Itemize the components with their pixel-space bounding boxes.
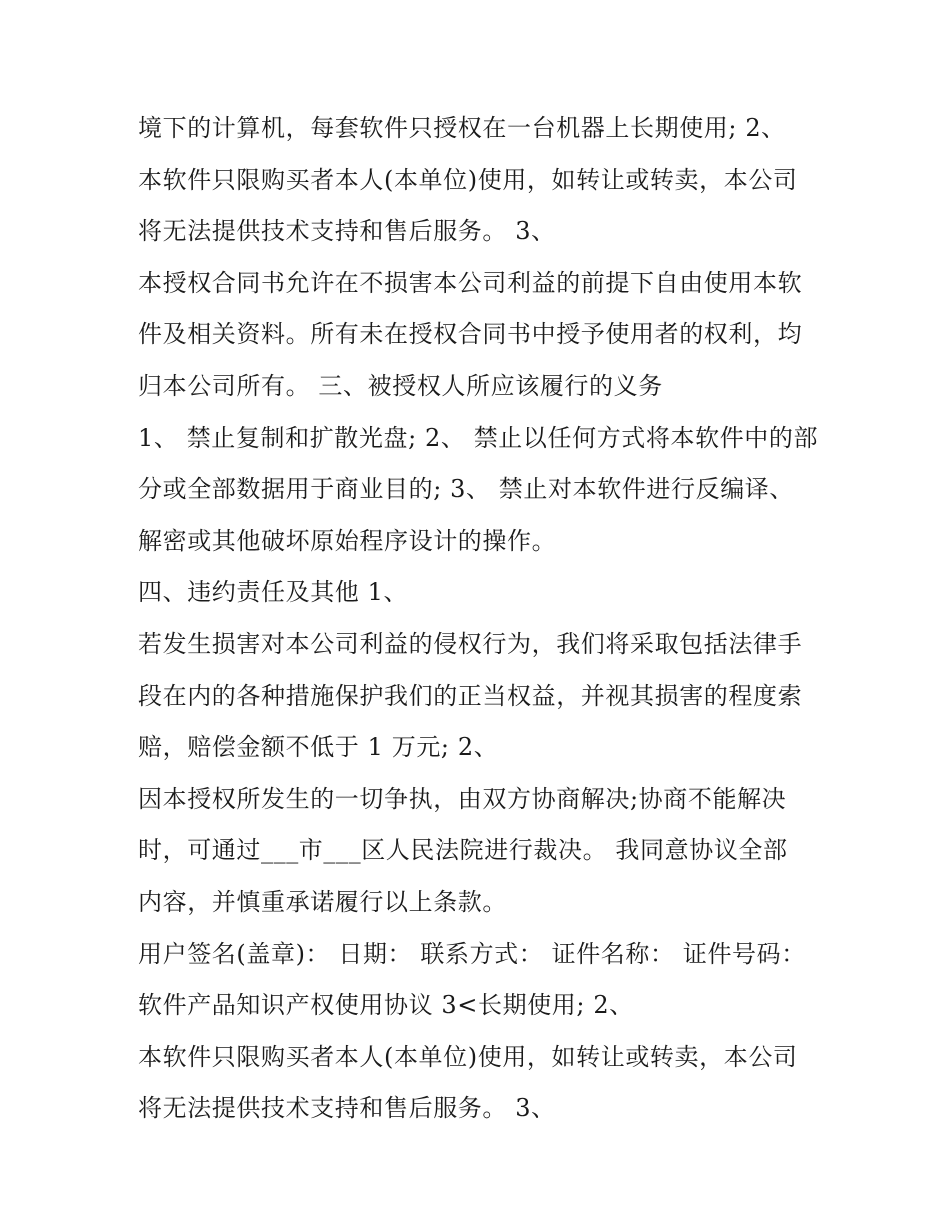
text-line: 本授权合同书允许在不损害本公司利益的前提下自由使用本软 [138,268,803,297]
text-line: 段在内的各种措施保护我们的正当权益，并视其损害的程度索 [138,681,803,710]
text-line: 境下的计算机，每套软件只授权在一台机器上长期使用; 2、 [138,114,786,142]
text-line: 1、 禁止复制和扩散光盘; 2、 禁止以任何方式将本软件中的部 [138,423,819,452]
section-heading-liability: 四、违约责任及其他 1、 [138,578,409,607]
section-heading-obligations: 归本公司所有。 三、被授权人所应该履行的义务 [138,371,663,400]
text-line: 分或全部数据用于商业目的; 3、 禁止对本软件进行反编译、 [138,475,795,504]
text-line: 将无法提供技术支持和售后服务。 3、 [138,217,556,246]
text-line: 因本授权所发生的一切争执，由双方协商解决;协商不能解决 [138,784,787,813]
text-line: 赔，赔偿金额不低于 1 万元; 2、 [138,733,499,762]
text-line: 将无法提供技术支持和售后服务。 3、 [138,1094,556,1123]
text-line: 内容，并慎重承诺履行以上条款。 [138,887,507,916]
text-line: 时，可通过___市___区人民法院进行裁决。 我同意协议全部 [138,836,788,865]
document-title-line: 软件产品知识产权使用协议 3<长期使用; 2、 [138,991,634,1020]
text-line: 件及相关资料。所有未在授权合同书中授予使用者的权利，均 [138,320,803,349]
text-line: 本软件只限购买者本人(本单位)使用，如转让或转卖，本公司 [138,165,798,194]
text-line: 解密或其他破坏原始程序设计的操作。 [138,526,557,555]
document-body [138,103,818,1135]
text-line: 本软件只限购买者本人(本单位)使用，如转让或转卖，本公司 [138,1042,798,1071]
text-line: 若发生损害对本公司利益的侵权行为，我们将采取包括法律手 [138,629,803,658]
signature-fields-line: 用户签名(盖章)： 日期： 联系方式： 证件名称： 证件号码： [138,939,806,968]
